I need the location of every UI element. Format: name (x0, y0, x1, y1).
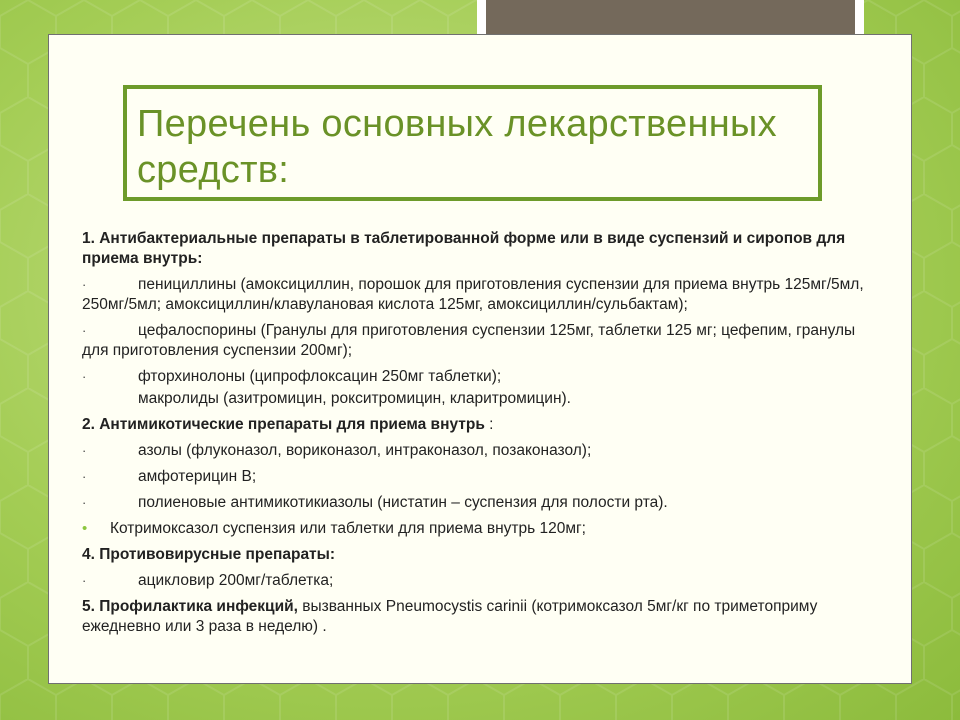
list-item-text: азолы (флуконазол, вориконазол, интраконазол, позаконазол); (138, 442, 592, 459)
section-5-heading-rest: вызванных Pneumocystis carinii (котримоксазол 5мг/кг по триметоприму ежедневно или 3 раза в неделю) . (82, 598, 818, 635)
section-4-heading: 4. Противовирусные препараты: (82, 546, 336, 563)
title-frame (123, 85, 822, 201)
bullet-icon: · (82, 323, 87, 338)
list-item-text: цефалоспорины (Гранулы для приготовления суспензии 125мг, таблетки 125 мг; цефепим, гранулы для приготовления суспензии 200мг); (82, 322, 856, 359)
list-item (82, 519, 882, 539)
list-item (82, 467, 882, 487)
list-item (82, 571, 882, 591)
section-1-heading: 1. Антибактериальные препараты в таблетированной форме или в виде суспензий и сиропов для приема внутрь: (82, 230, 846, 267)
section-2-heading-text: 2. Антимикотические препараты для приема внутрь (82, 416, 485, 433)
list-item-text: пенициллины (амоксициллин, порошок для приготовления суспензии для приема внутрь 125мг/5мл, 250мг/5мл; амоксициллин/клавулановая кислота 125мг, амоксициллин/сульбактам); (82, 276, 864, 313)
bullet-icon: · (82, 573, 87, 588)
list-item-text: макролиды (азитромицин, рокситромицин, кларитромицин). (138, 390, 571, 407)
slide-title: Перечень основных лекарственных средств: (137, 103, 777, 191)
bullet-icon: · (82, 443, 87, 458)
bullet-icon: · (82, 469, 87, 484)
section-2-heading-suffix: : (484, 416, 494, 433)
list-item-text: амфотерицин В; (138, 468, 257, 485)
list-item (82, 493, 882, 513)
list-item (82, 367, 882, 387)
section-2-heading (82, 415, 882, 435)
bullet-icon: · (82, 277, 87, 292)
list-item-text: Котримоксазол суспензия или таблетки для приема внутрь 120мг; (110, 520, 586, 537)
bullet-icon: · (82, 369, 87, 384)
slide-body (82, 229, 882, 639)
list-item-text: ацикловир 200мг/таблетка; (138, 572, 334, 589)
section-5-paragraph (82, 597, 882, 637)
green-bullet-icon: • (82, 520, 88, 537)
list-item-text: полиеновые антимикотикиазолы (нистатин – суспензия для полости рта). (138, 494, 668, 511)
bullet-icon: · (82, 495, 87, 510)
list-item (82, 321, 882, 361)
section-5-heading-bold: 5. Профилактика инфекций, (82, 598, 298, 615)
list-item-text: фторхинолоны (ципрофлоксацин 250мг таблетки); (138, 368, 502, 385)
list-item (82, 441, 882, 461)
list-item (82, 275, 882, 315)
list-item (82, 389, 882, 409)
